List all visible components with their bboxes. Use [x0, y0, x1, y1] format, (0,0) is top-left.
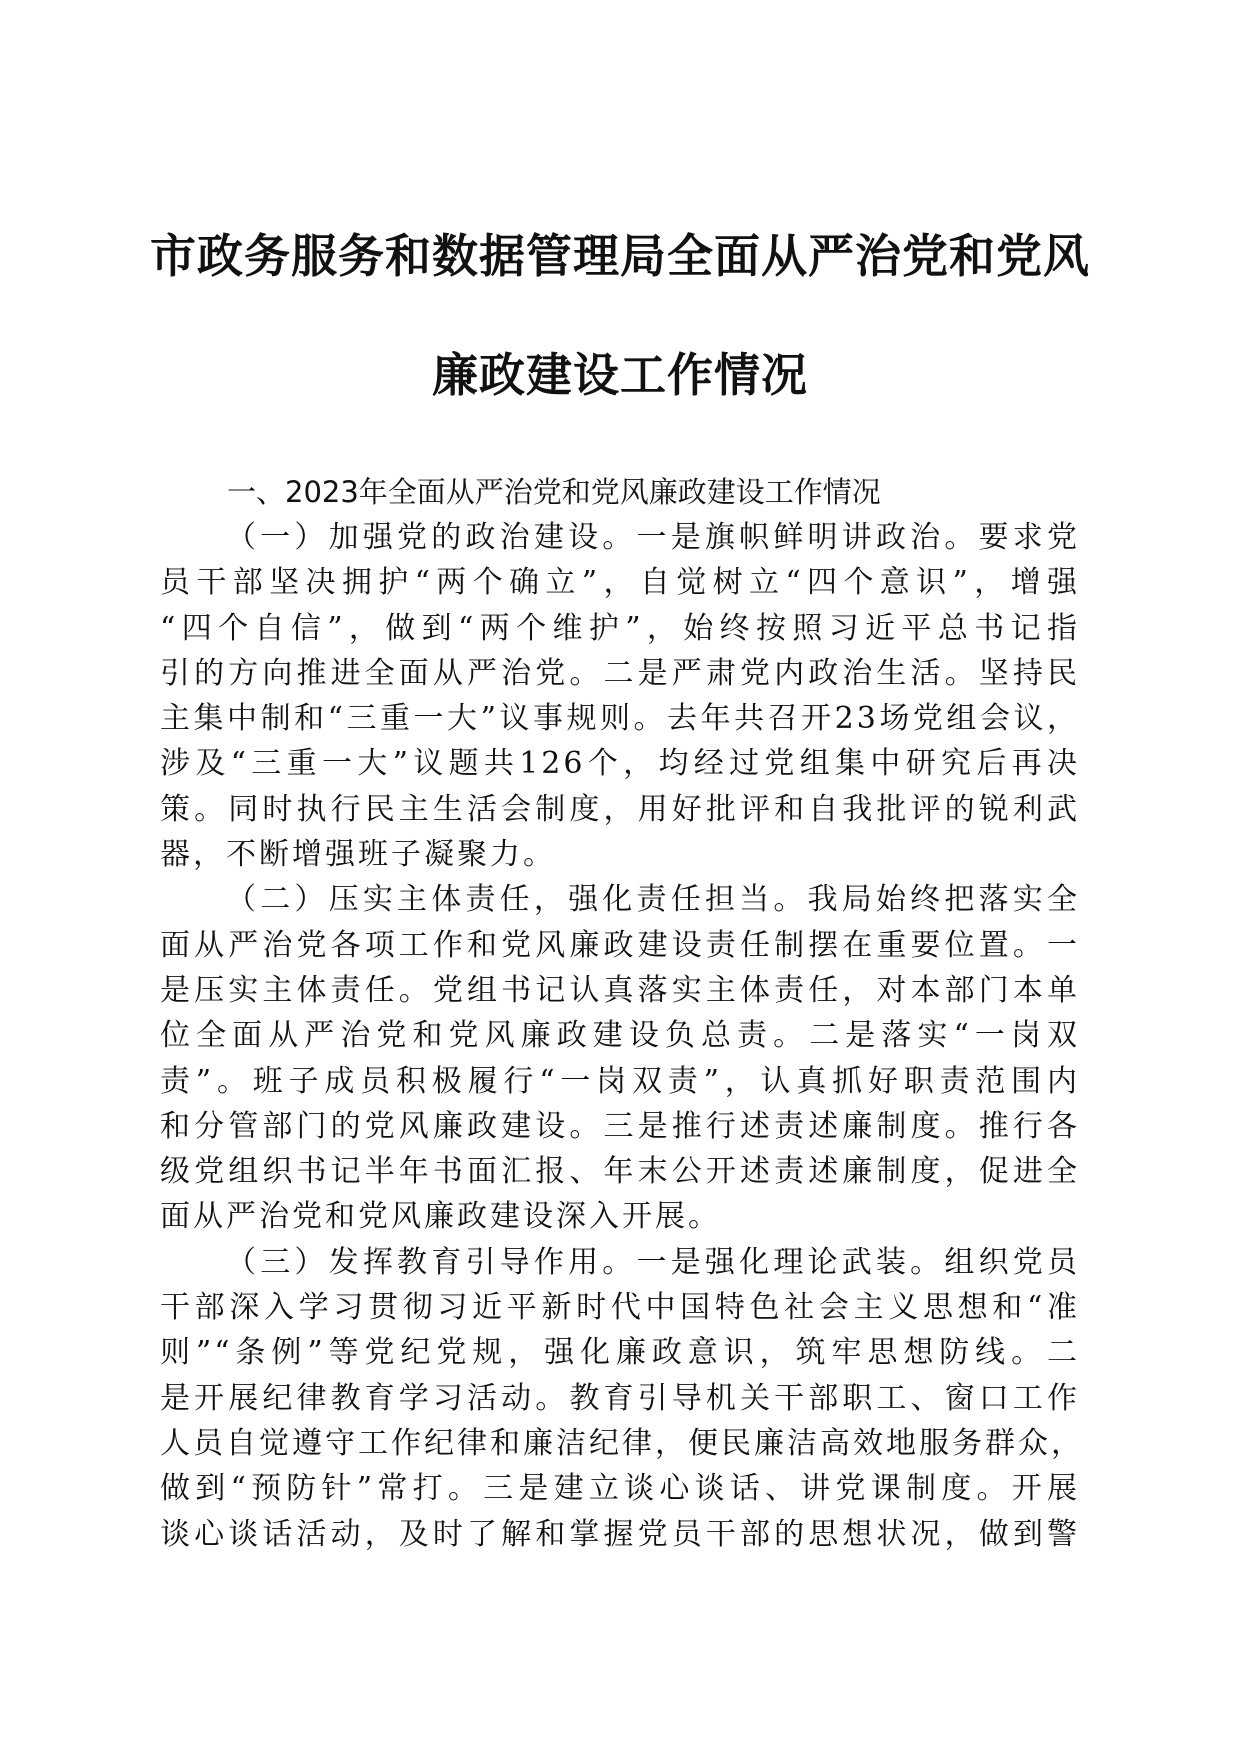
paragraph-3-line: 干部深入学习贯彻习近平新时代中国特色社会主义思想和“准 — [160, 1290, 1080, 1326]
paragraph-2-line: 级党组织书记半年书面汇报、年末公开述责述廉制度，促进全 — [160, 1154, 1080, 1190]
paragraph-3-line: （三）发挥教育引导作用。一是强化理论武装。组织党员 — [226, 1244, 1080, 1280]
document-title-line-2: 廉政建设工作情况 — [432, 348, 808, 402]
paragraph-3-line: 谈心谈话活动，及时了解和掌握党员干部的思想状况，做到警 — [160, 1516, 1080, 1552]
paragraph-1-line: （一）加强党的政治建设。一是旗帜鲜明讲政治。要求党 — [226, 520, 1080, 555]
paragraph-3-line: 则”“条例”等党纪党规，强化廉政意识，筑牢思想防线。二 — [160, 1335, 1080, 1371]
paragraph-1-line: 主集中制和“三重一大”议事规则。去年共召开23场党组会议， — [160, 701, 1080, 737]
section-heading: 一、2023年全面从严治党和党风廉政建设工作情况 — [227, 475, 881, 509]
paragraph-2-line: 责”。班子成员积极履行“一岗双责”，认真抓好职责范围内 — [160, 1063, 1080, 1099]
paragraph-2-line: 位全面从严治党和党风廉政建设负总责。二是落实“一岗双 — [160, 1018, 1080, 1054]
paragraph-2-line: 和分管部门的党风廉政建设。三是推行述责述廉制度。推行各 — [160, 1108, 1080, 1144]
paragraph-3-line: 人员自觉遵守工作纪律和廉洁纪律，便民廉洁高效地服务群众， — [160, 1425, 1084, 1461]
document-title-line-1: 市政务服务和数据管理局全面从严治党和党风 — [150, 229, 1090, 283]
paragraph-1-line: 器，不断增强班子凝聚力。 — [160, 837, 556, 873]
paragraph-1-line: “四个自信”，做到“两个维护”，始终按照习近平总书记指 — [160, 610, 1080, 646]
paragraph-1-line: 涉及“三重一大”议题共126个，均经过党组集中研究后再决 — [160, 746, 1080, 782]
document-body — [160, 515, 1084, 1557]
paragraph-2-line: 是压实主体责任。党组书记认真落实主体责任，对本部门本单 — [160, 972, 1080, 1008]
paragraph-1-line: 引的方向推进全面从严治党。二是严肃党内政治生活。坚持民 — [160, 655, 1080, 691]
paragraph-2-line: （二）压实主体责任，强化责任担当。我局始终把落实全 — [226, 882, 1080, 918]
paragraph-3-line: 做到“预防针”常打。三是建立谈心谈话、讲党课制度。开展 — [160, 1471, 1080, 1507]
paragraph-1-line: 员干部坚决拥护“两个确立”，自觉树立“四个意识”，增强 — [160, 565, 1080, 601]
paragraph-2-line: 面从严治党和党风廉政建设深入开展。 — [160, 1199, 721, 1235]
paragraph-1-line: 策。同时执行民主生活会制度，用好批评和自我批评的锐利武 — [160, 791, 1080, 827]
paragraph-2-line: 面从严治党各项工作和党风廉政建设责任制摆在重要位置。一 — [160, 927, 1080, 963]
paragraph-3-line: 是开展纪律教育学习活动。教育引导机关干部职工、窗口工作 — [160, 1380, 1080, 1416]
